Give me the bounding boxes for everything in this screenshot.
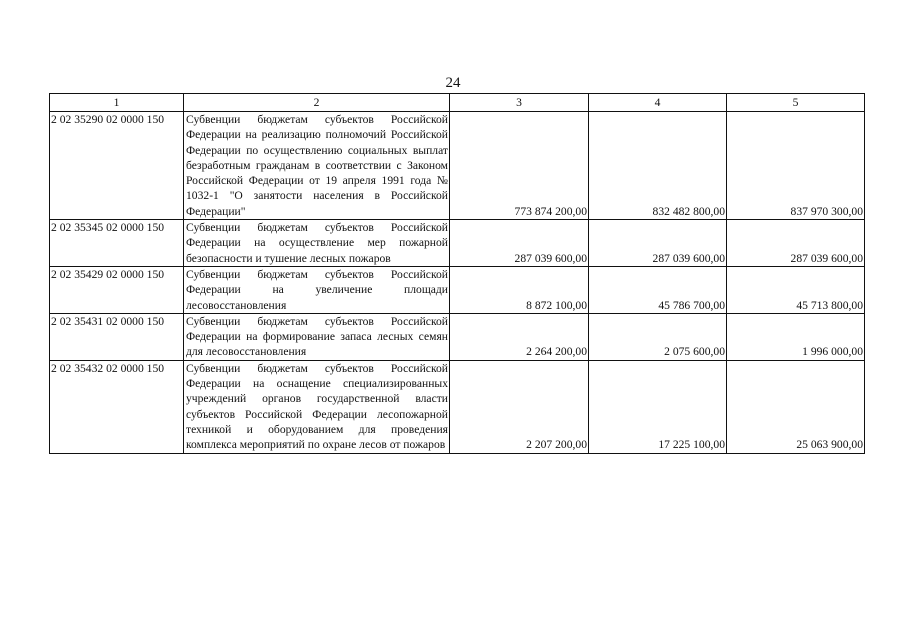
table-row [50,266,865,313]
page-number: 24 [445,75,461,91]
amount-cell-col3: 2 264 200,00 [450,313,589,360]
amount-cell-col4: 287 039 600,00 [589,220,727,267]
amount-cell-col3: 287 039 600,00 [450,220,589,267]
table-row [50,112,865,220]
amount-cell-col5: 45 713 800,00 [727,266,865,313]
budget-code-cell: 2 02 35431 02 0000 150 [50,313,184,360]
table-header-row [50,94,865,112]
description-cell: Субвенции бюджетам субъектов Российской Федерации на осуществление мер пожарной безопасности и тушение лесных пожаров [184,220,450,267]
column-header: 5 [727,94,865,112]
amount-cell-col5: 1 996 000,00 [727,313,865,360]
description-cell: Субвенции бюджетам субъектов Российской Федерации на реализацию полномочий Российской Федерации по осуществлению социальных выплат безработным гражданам в соответствии с Законом Российской Федерации от 19 апреля 1991 года № 1032-1 "О занятости населения в Российской Федерации" [184,112,450,220]
budget-code-cell: 2 02 35290 02 0000 150 [50,112,184,220]
amount-cell-col4: 2 075 600,00 [589,313,727,360]
description-cell: Субвенции бюджетам субъектов Российской Федерации на оснащение специализированных учреждений органов государственной власти субъектов Российской Федерации лесопожарной техникой и оборудованием для проведения комплекса мероприятий по охране лесов от пожаров [184,360,450,453]
amount-cell-col3: 773 874 200,00 [450,112,589,220]
amount-cell-col3: 2 207 200,00 [450,360,589,453]
column-header: 3 [450,94,589,112]
budget-code-cell: 2 02 35429 02 0000 150 [50,266,184,313]
column-header: 1 [50,94,184,112]
table-row [50,220,865,267]
amount-cell-col4: 45 786 700,00 [589,266,727,313]
column-header: 4 [589,94,727,112]
table-row [50,313,865,360]
amount-cell-col4: 832 482 800,00 [589,112,727,220]
budget-code-cell: 2 02 35345 02 0000 150 [50,220,184,267]
amount-cell-col5: 837 970 300,00 [727,112,865,220]
table-row [50,360,865,453]
amount-cell-col5: 25 063 900,00 [727,360,865,453]
amount-cell-col4: 17 225 100,00 [589,360,727,453]
amount-cell-col3: 8 872 100,00 [450,266,589,313]
budget-code-cell: 2 02 35432 02 0000 150 [50,360,184,453]
description-cell: Субвенции бюджетам субъектов Российской Федерации на формирование запаса лесных семян для лесовосстановления [184,313,450,360]
description-cell: Субвенции бюджетам субъектов Российской Федерации на увеличение площади лесовосстановления [184,266,450,313]
budget-table [49,93,865,454]
column-header: 2 [184,94,450,112]
amount-cell-col5: 287 039 600,00 [727,220,865,267]
